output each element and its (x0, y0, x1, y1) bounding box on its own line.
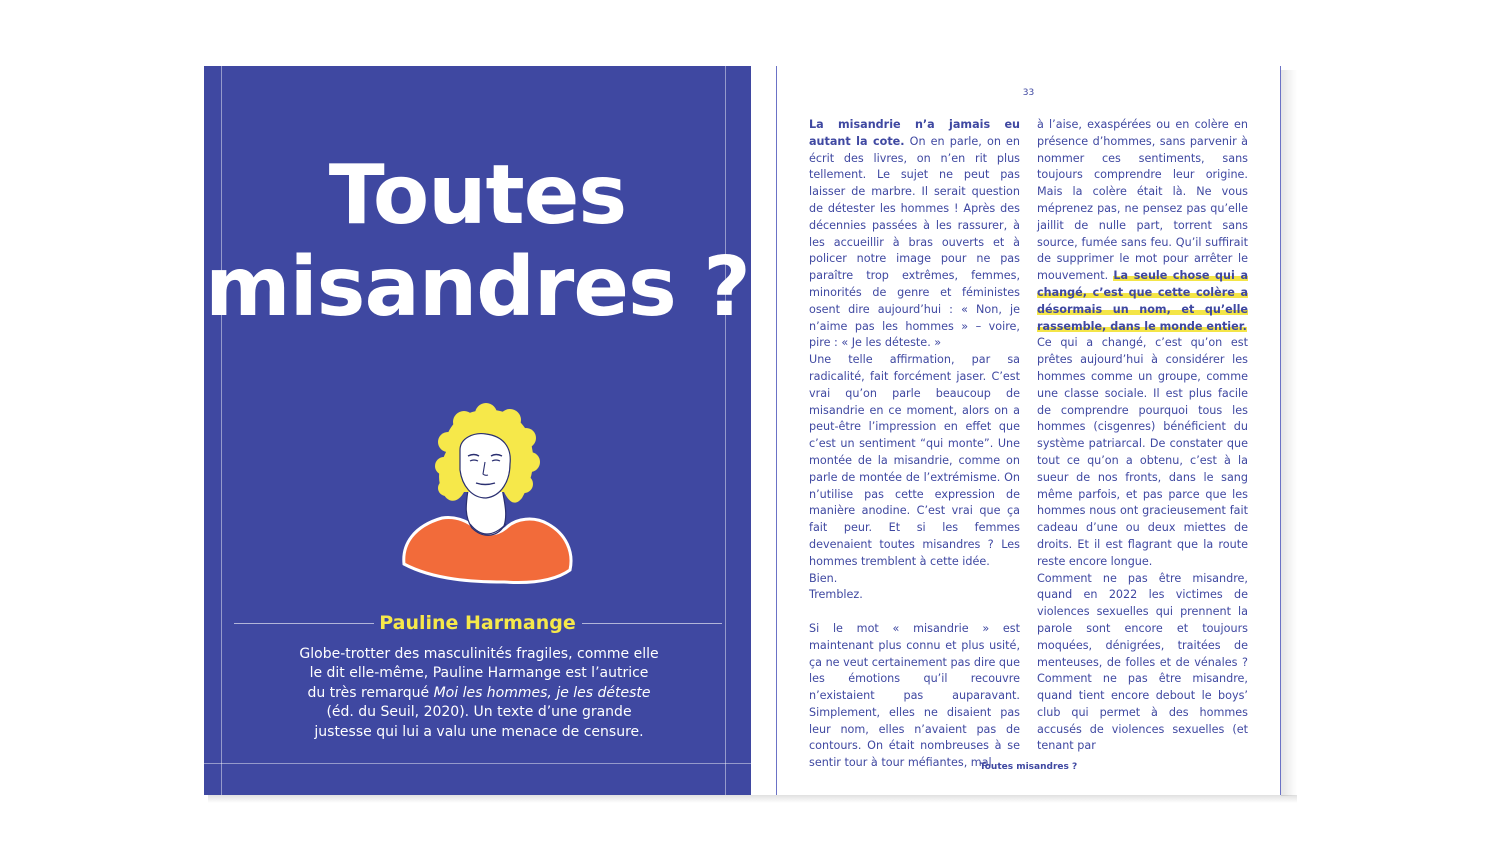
title-line-1: Toutes (328, 148, 627, 243)
bio-text-1: Globe-trotter des masculinités fragiles, comme elle le dit elle-même, Pauline Harmange est l’autrice du très remarqué (299, 646, 659, 701)
highlighted-sentence: La seule chose qui a changé, c’est que cette colère a désormais un nom, et qu’elle rassemble, dans le monde entier. (1037, 269, 1248, 333)
lead-sentence: La misandrie n’a jamais eu autant la cote. (809, 118, 1020, 148)
paragraph (1037, 117, 1248, 335)
bio-text-2: (éd. du Seuil, 2020). Un texte d’une grande justesse qui lui a valu une menace de censure. (314, 704, 644, 740)
right-page (776, 66, 1281, 795)
paragraph: Comment ne pas être misandre, quand en 2022 les victimes de violences sexuelles qui prennent la parole sont encore et toujours moquées, dénigrées, traitées de menteuses, de folles et de vénales ? Comment ne pas être misandre, quand tient encore debout le boys’ club qui permet à des hommes accusés de violences sexuelles (et tenant par (1037, 571, 1248, 753)
page-shadow-right (1281, 70, 1297, 796)
running-footer: Toutes misandres ? (979, 762, 1078, 772)
paragraph (809, 117, 1020, 352)
author-row (204, 611, 751, 635)
title-line-2: misandres ? (205, 240, 750, 335)
paragraph-text: à l’aise, exaspérées ou en colère en présence d’hommes, sans parvenir à nommer ces sentiments, sans toujours comprendre leur origine. Mais la colère était là. Ne vous méprenez pas, ne pensez pas qu’elle jaillit de nulle part, torrent sans source, fumée sans feu. Qu’il suffirait de supprimer le mot pour arrêter le mouvement. (1037, 118, 1248, 283)
left-page (204, 66, 751, 795)
author-name: Pauline Harmange (379, 612, 576, 634)
text-column-2 (1037, 117, 1248, 753)
paragraph: Une telle affirmation, par sa radicalité, fait forcément jaser. C’est vrai qu’on parle beaucoup de misandrie en ce moment, alors on a peut-être l’impression en effet que c’est un sentiment “qui monte”. Une montée de la misandrie, comme on parle de montée de l’extrémisme. On n’utilise pas cette expression de manière anodine. C’est vrai que ça fait peur. Et si les femmes devenaient toutes misandres ? Les hommes tremblent à cette idée. (809, 353, 1020, 568)
paragraph: Tremblez. (809, 588, 863, 602)
text-column-1 (809, 117, 1020, 770)
page-number: 33 (1022, 88, 1035, 98)
paragraph: Bien. (809, 571, 838, 585)
page-edge-right (1280, 66, 1281, 795)
author-bio (299, 645, 659, 742)
paragraph: Ce qui a changé, c’est qu’on est prêtes aujourd’hui à considérer les hommes comme un groupe, comme une classe sociale. Il est plus facile de comprendre pourquoi tous les hommes (cisgenres) bénéficient du système patriarcal. De constater que tout ce qu’on a obtenu, c’est à la sueur de nos fronts, dans le sang même parfois, et pas parce que les hommes nous ont gracieusement fait cadeau d’une ou deux miettes de droits. Et il est flagrant que la route reste encore longue. (1037, 336, 1248, 568)
page-shadow-bottom (208, 795, 1297, 803)
author-rule-right (582, 623, 722, 624)
paragraph-text: On en parle, on en écrit des livres, on n’en rit plus tellement. Le sujet ne peut pas laisser de marbre. Il serait question de détester les hommes ! Après des décennies passées à les rassurer, à les accueillir à bras ouverts et à policer notre image pour ne pas paraître trop extrêmes, femmes, minorités de genre et féministes osent dire aujourd’hui : « Non, je n’aime pas les hommes » – voire, pire : « Je les déteste. » (809, 134, 1020, 350)
woman-portrait-illustration (384, 404, 584, 588)
guide-line-bottom (204, 763, 751, 764)
page-edge-left (776, 66, 777, 795)
paragraph: Si le mot « misandrie » est maintenant plus connu et plus usité, ça ne veut certainement pas dire que les émotions qu’il recouvre n’existaient pas auparavant. Simplement, elles ne disaient pas leur nom, elles n’avaient pas de contours. On était nombreuses à se sentir tour à tour méfiantes, mal (809, 621, 1020, 770)
bio-book-title: Moi les hommes, je les déteste (433, 684, 651, 701)
page-title (204, 150, 751, 334)
